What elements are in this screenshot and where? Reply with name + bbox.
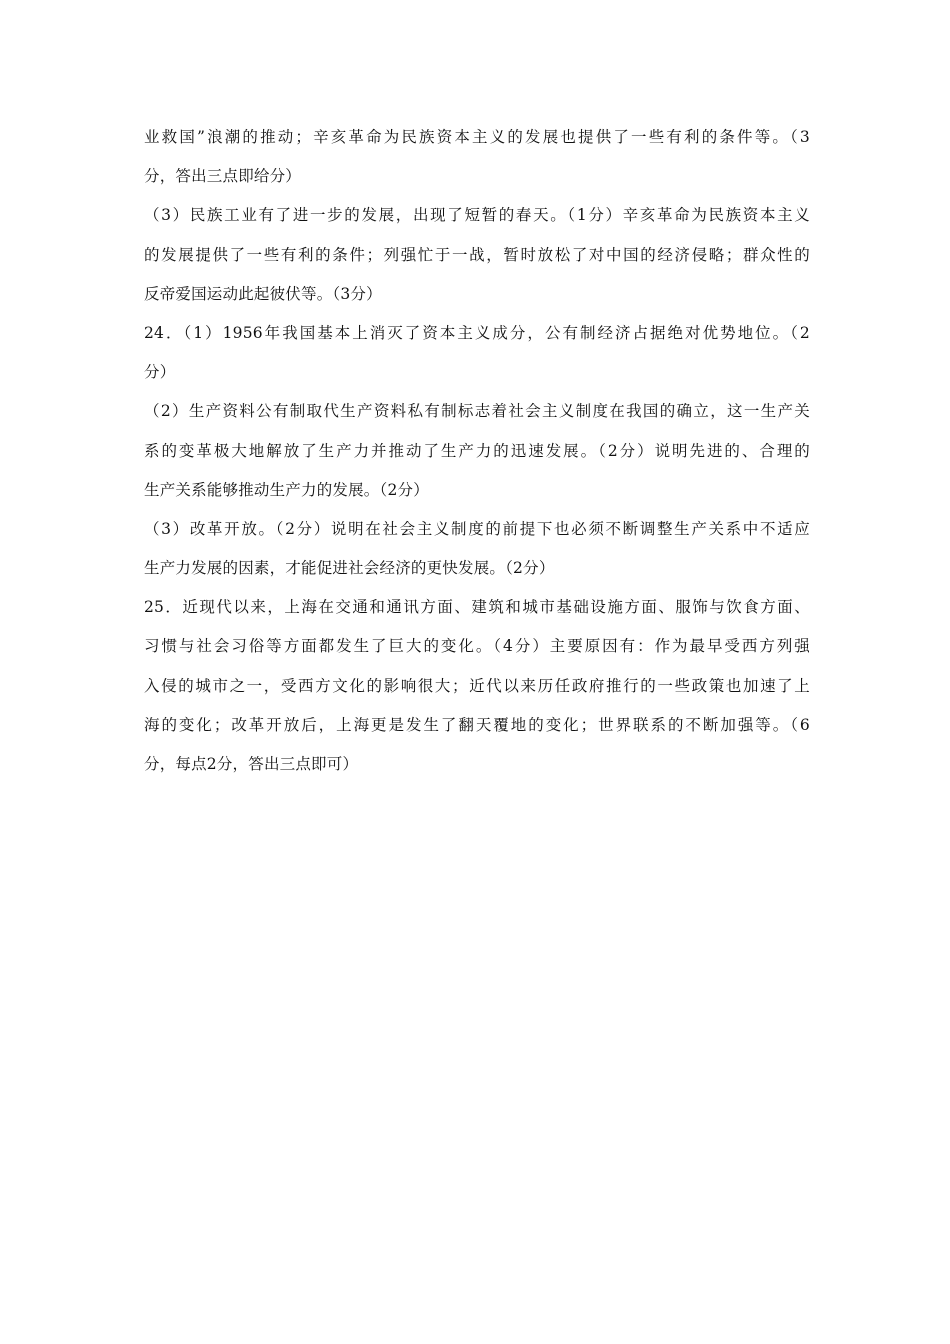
text-line: 24．（1）1956年我国基本上消灭了资本主义成分，公有制经济占据绝对优势地位。（2 <box>144 323 810 342</box>
text-line: 分，答出三点即给分） <box>144 167 302 186</box>
text-line: 系的变革极大地解放了生产力并推动了生产力的迅速发展。（2分）说明先进的、合理的 <box>144 441 810 460</box>
text-line: 生产力发展的因素，才能促进社会经济的更快发展。（2分） <box>144 559 555 578</box>
text-line: 分，每点2分，答出三点即可） <box>144 755 359 773</box>
text-line: 业救国”浪潮的推动；辛亥革命为民族资本主义的发展也提供了一些有利的条件等。（3 <box>144 128 810 146</box>
text-line: 海的变化；改革开放后，上海更是发生了翻天覆地的变化；世界联系的不断加强等。（6 <box>144 715 810 734</box>
text-line: 生产关系能够推动生产力的发展。（2分） <box>144 480 429 499</box>
text-line: 的发展提供了一些有利的条件；列强忙于一战，暂时放松了对中国的经济侵略；群众性的 <box>144 245 810 264</box>
text-line: 25．近现代以来，上海在交通和通讯方面、建筑和城市基础设施方面、服饰与饮食方面、 <box>144 598 810 617</box>
text-line: 反帝爱国运动此起彼伏等。（3分） <box>144 284 382 303</box>
text-line: （2）生产资料公有制取代生产资料私有制标志着社会主义制度在我国的确立，这一生产关 <box>144 402 810 421</box>
answer-text <box>144 124 810 790</box>
text-line: 分） <box>144 363 176 382</box>
text-line: （3）改革开放。（2分）说明在社会主义制度的前提下也必须不断调整生产关系中不适应 <box>144 519 810 538</box>
text-line: 习惯与社会习俗等方面都发生了巨大的变化。（4分）主要原因有：作为最早受西方列强 <box>144 637 810 656</box>
text-line: 入侵的城市之一，受西方文化的影响很大；近代以来历任政府推行的一些政策也加速了上 <box>144 676 810 695</box>
text-line: （3）民族工业有了进一步的发展，出现了短暂的春天。（1分）辛亥革命为民族资本主义 <box>144 206 810 225</box>
